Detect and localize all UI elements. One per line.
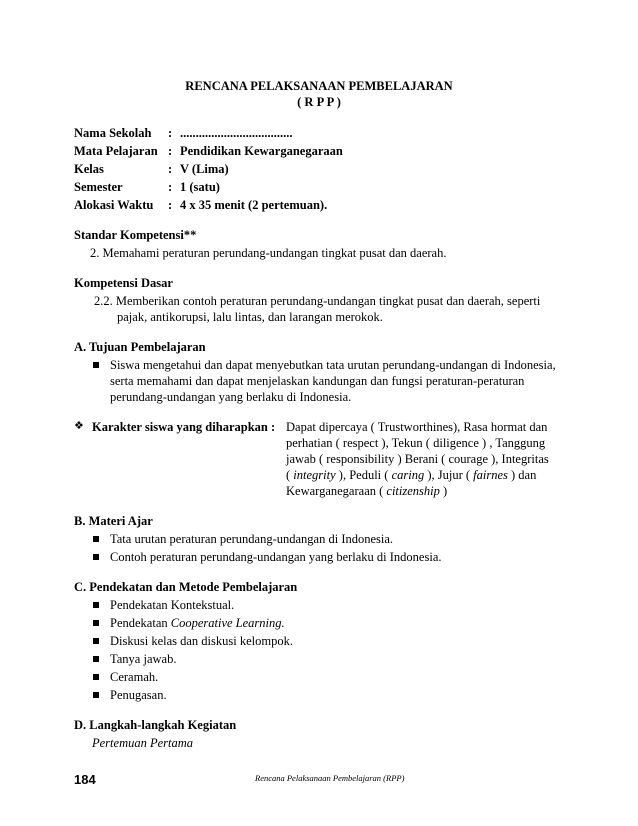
bullet-square-icon [93,674,99,680]
standar-item: 2. Memahami peraturan perundang-undangan tingkat pusat dan daerah. [90,246,447,260]
text-span: caring [391,468,425,482]
text-span: Pendekatan [110,616,171,630]
kompetensi-line: pajak, antikorupsi, lalu lintas, dan larangan merokok. [117,310,383,324]
pendekatan-item: Diskusi kelas dan diskusi kelompok. [110,634,293,648]
value-mata-pelajaran: Pendidikan Kewarganegaraan [180,144,343,158]
karakter-line: jawab ( responsibility ) Berani ( courage ), Integritas [286,452,549,466]
value-nama-sekolah: .................................... [180,126,293,140]
pendekatan-item: Ceramah. [110,670,159,684]
karakter-line: perhatian ( respect ), Tekun ( diligence ) , Tanggung [286,436,546,450]
diamond-bullet-icon: ❖ [74,419,84,432]
pendekatan-item: Tanya jawab. [110,652,177,666]
text-span: citizenship [386,484,440,498]
pendekatan-item [110,617,285,630]
colon: : [168,126,173,140]
karakter-line [286,485,447,498]
colon: : [168,162,173,176]
label-alokasi-waktu: Alokasi Waktu [74,198,154,212]
materi-item: Tata urutan peraturan perundang-undangan di Indonesia. [110,532,394,546]
page-subtitle: ( R P P ) [297,95,341,109]
pendekatan-item: Pendekatan Kontekstual. [110,598,235,612]
value-semester: 1 (satu) [180,180,220,194]
text-span: Kewarganegaraan ( [286,484,387,498]
bullet-square-icon [93,638,99,644]
kompetensi-line: 2.2. Memberikan contoh peraturan perundang-undangan tingkat pusat dan daerah, seperti [94,294,541,308]
tujuan-heading: A. Tujuan Pembelajaran [74,340,206,354]
bullet-square-icon [93,554,99,560]
karakter-line: Dapat dipercaya ( Trustworthines), Rasa hormat dan [286,420,548,434]
pendekatan-heading: C. Pendekatan dan Metode Pembelajaran [74,580,298,594]
page-number: 184 [74,772,96,787]
label-semester: Semester [74,180,123,194]
page-title: RENCANA PELAKSANAAN PEMBELAJARAN [185,79,453,93]
text-span: fairnes [473,468,508,482]
colon: : [168,144,173,158]
text-span: ), Peduli ( [335,468,392,482]
text-span: ) dan [507,468,537,482]
label-kelas: Kelas [74,162,104,176]
karakter-line [286,469,536,482]
footer-text: Rencana Pelaksanaan Pembelajaran (RPP) [255,773,405,783]
bullet-square-icon [93,656,99,662]
tujuan-line: perundang-undangan yang berlaku di Indonesia. [110,390,352,404]
text-span: Cooperative Learning. [170,616,285,630]
langkah-subheading: Pertemuan Pertama [92,736,194,750]
materi-item: Contoh peraturan perundang-undangan yang berlaku di Indonesia. [110,550,442,564]
label-nama-sekolah: Nama Sekolah [74,126,152,140]
materi-heading: B. Materi Ajar [74,514,153,528]
karakter-heading: Karakter siswa yang diharapkan : [92,420,276,434]
bullet-square-icon [93,602,99,608]
bullet-square-icon [93,536,99,542]
text-span: ( [286,468,294,482]
colon: : [168,180,173,194]
pendekatan-item: Penugasan. [110,688,167,702]
tujuan-line: Siswa mengetahui dan dapat menyebutkan tata urutan perundang-undangan di Indonesia, [110,358,556,372]
bullet-square-icon [93,620,99,626]
label-mata-pelajaran: Mata Pelajaran [74,144,158,158]
text-span: ) [439,484,448,498]
text-span: integrity [293,468,336,482]
bullet-square-icon [93,692,99,698]
text-span: ), Jujur ( [424,468,474,482]
tujuan-line: serta memahami dan dapat menjelaskan kandungan dan fungsi peraturan-peraturan [110,374,525,388]
standar-heading: Standar Kompetensi** [74,228,197,242]
langkah-heading: D. Langkah-langkah Kegiatan [74,718,237,732]
kompetensi-heading: Kompetensi Dasar [74,276,173,290]
value-kelas: V (Lima) [180,162,229,176]
colon: : [168,198,173,212]
value-alokasi-waktu: 4 x 35 menit (2 pertemuan). [180,198,328,212]
bullet-square-icon [93,362,99,368]
